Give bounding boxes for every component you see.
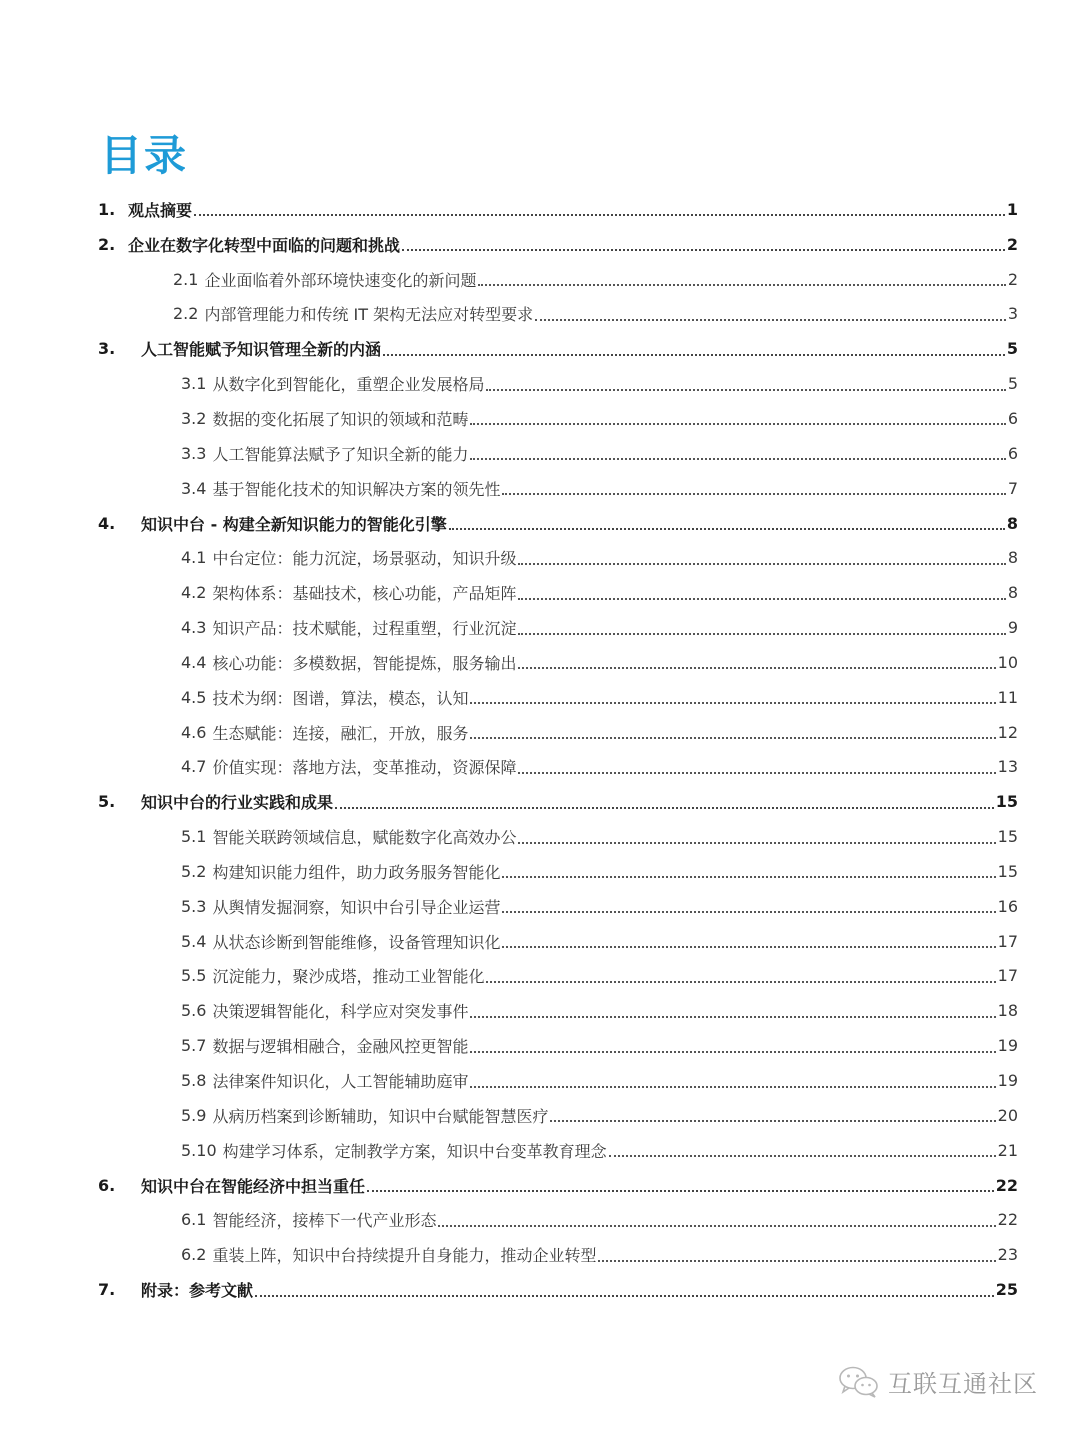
dot-leader bbox=[470, 721, 995, 739]
entry-title: 数据与逻辑相融合，金融风控更智能 bbox=[212, 1037, 469, 1057]
entry-page-number: 15 bbox=[995, 792, 1018, 812]
toc-section-entry[interactable] bbox=[98, 784, 1018, 819]
entry-title: 法律案件知识化，人工智能辅助庭审 bbox=[212, 1072, 469, 1092]
entry-page-number: 22 bbox=[995, 1175, 1018, 1195]
entry-page-number: 18 bbox=[997, 1001, 1018, 1021]
entry-page-number: 23 bbox=[997, 1245, 1018, 1265]
entry-page-number: 19 bbox=[997, 1071, 1018, 1091]
entry-number: 2.1 bbox=[173, 269, 199, 289]
entry-page-number: 20 bbox=[997, 1105, 1018, 1125]
toc-subsection-entry[interactable] bbox=[98, 1063, 1018, 1098]
entry-number: 4.2 bbox=[181, 583, 207, 603]
entry-title: 架构体系：基础技术，核心功能，产品矩阵 bbox=[212, 584, 517, 604]
entry-page-number: 5 bbox=[1006, 339, 1018, 359]
entry-page-number: 19 bbox=[997, 1036, 1018, 1056]
entry-number: 3.3 bbox=[181, 443, 207, 463]
entry-number: 2.2 bbox=[173, 304, 199, 324]
entry-number: 2. bbox=[98, 234, 116, 254]
entry-title: 人工智能算法赋予了知识全新的能力 bbox=[212, 444, 469, 464]
entry-title: 生态赋能：连接，融汇，开放，服务 bbox=[212, 723, 469, 743]
entry-title: 中台定位：能力沉淀，场景驱动，知识升级 bbox=[212, 549, 517, 569]
entry-page-number: 17 bbox=[997, 966, 1018, 986]
dot-leader bbox=[518, 547, 1005, 565]
entry-title: 知识中台 - 构建全新知识能力的智能化引擎 bbox=[141, 514, 447, 534]
entry-page-number: 15 bbox=[997, 861, 1018, 881]
toc-subsection-entry[interactable] bbox=[98, 262, 1018, 297]
entry-title: 从舆情发掘洞察，知识中台引导企业运营 bbox=[212, 897, 501, 917]
entry-page-number: 15 bbox=[997, 827, 1018, 847]
entry-page-number: 8 bbox=[1006, 513, 1018, 533]
entry-number: 4.1 bbox=[181, 548, 207, 568]
dot-leader bbox=[486, 965, 995, 983]
dot-leader bbox=[194, 198, 1005, 216]
entry-page-number: 2 bbox=[1007, 269, 1018, 289]
toc-subsection-entry[interactable] bbox=[98, 645, 1018, 680]
entry-title: 构建学习体系，定制教学方案，知识中台变革教育理念 bbox=[222, 1141, 607, 1161]
dot-leader bbox=[518, 582, 1005, 600]
entry-number: 4.6 bbox=[181, 722, 207, 742]
dot-leader bbox=[502, 477, 1005, 495]
toc-subsection-entry[interactable] bbox=[98, 993, 1018, 1028]
entry-number: 5. bbox=[98, 792, 116, 812]
toc-subsection-entry[interactable] bbox=[98, 715, 1018, 750]
dot-leader bbox=[449, 512, 1005, 530]
toc-section-entry[interactable] bbox=[98, 1272, 1018, 1307]
entry-number: 3.1 bbox=[181, 374, 207, 394]
entry-title: 基于智能化技术的知识解决方案的领先性 bbox=[212, 479, 501, 499]
dot-leader bbox=[438, 1209, 995, 1227]
table-of-contents bbox=[98, 192, 1018, 1307]
entry-number: 7. bbox=[98, 1280, 116, 1300]
toc-subsection-entry[interactable] bbox=[98, 540, 1018, 575]
dot-leader bbox=[383, 338, 1005, 356]
toc-subsection-entry[interactable] bbox=[98, 471, 1018, 506]
entry-title: 知识中台的行业实践和成果 bbox=[141, 793, 334, 813]
entry-page-number: 1 bbox=[1006, 199, 1018, 219]
entry-page-number: 17 bbox=[997, 931, 1018, 951]
toc-subsection-entry[interactable] bbox=[98, 401, 1018, 436]
toc-subsection-entry[interactable] bbox=[98, 889, 1018, 924]
dot-leader bbox=[535, 303, 1006, 321]
toc-subsection-entry[interactable] bbox=[98, 1133, 1018, 1168]
entry-number: 4.3 bbox=[181, 618, 207, 638]
toc-subsection-entry[interactable] bbox=[98, 1202, 1018, 1237]
entry-number: 3.4 bbox=[181, 478, 207, 498]
dot-leader bbox=[502, 895, 995, 913]
entry-page-number: 13 bbox=[997, 757, 1018, 777]
entry-title: 企业在数字化转型中面临的问题和挑战 bbox=[128, 235, 401, 255]
entry-page-number: 12 bbox=[997, 722, 1018, 742]
entry-title: 智能经济，接棒下一代产业形态 bbox=[212, 1211, 437, 1231]
dot-leader bbox=[518, 826, 995, 844]
wechat-icon bbox=[838, 1365, 880, 1399]
dot-leader bbox=[598, 1244, 995, 1262]
entry-page-number: 22 bbox=[997, 1210, 1018, 1230]
entry-page-number: 25 bbox=[995, 1280, 1018, 1300]
entry-number: 5.10 bbox=[181, 1140, 217, 1160]
entry-title: 重装上阵，知识中台持续提升自身能力，推动企业转型 bbox=[212, 1246, 597, 1266]
entry-title: 技术为纲：图谱，算法，模态，认知 bbox=[212, 688, 469, 708]
dot-leader bbox=[502, 860, 995, 878]
dot-leader bbox=[470, 1000, 995, 1018]
entry-page-number: 6 bbox=[1007, 443, 1018, 463]
entry-number: 5.2 bbox=[181, 861, 207, 881]
entry-number: 4.7 bbox=[181, 757, 207, 777]
entry-number: 5.8 bbox=[181, 1071, 207, 1091]
entry-number: 5.1 bbox=[181, 827, 207, 847]
entry-number: 6.2 bbox=[181, 1245, 207, 1265]
toc-section-entry[interactable] bbox=[98, 331, 1018, 366]
entry-number: 6.1 bbox=[181, 1210, 207, 1230]
dot-leader bbox=[255, 1279, 994, 1297]
entry-title: 观点摘要 bbox=[128, 200, 193, 220]
entry-page-number: 21 bbox=[997, 1140, 1018, 1160]
dot-leader bbox=[550, 1104, 995, 1122]
toc-subsection-entry[interactable] bbox=[98, 366, 1018, 401]
toc-subsection-entry[interactable] bbox=[98, 750, 1018, 785]
dot-leader bbox=[470, 442, 1005, 460]
entry-page-number: 8 bbox=[1007, 548, 1018, 568]
dot-leader bbox=[518, 617, 1005, 635]
entry-page-number: 7 bbox=[1007, 478, 1018, 498]
entry-title: 从数字化到智能化，重塑企业发展格局 bbox=[212, 375, 485, 395]
dot-leader bbox=[470, 686, 995, 704]
entry-page-number: 8 bbox=[1007, 583, 1018, 603]
dot-leader bbox=[470, 1070, 995, 1088]
toc-section-entry[interactable] bbox=[98, 1168, 1018, 1203]
toc-title: 目录 bbox=[100, 131, 189, 180]
entry-page-number: 9 bbox=[1007, 618, 1018, 638]
toc-subsection-entry[interactable] bbox=[98, 959, 1018, 994]
entry-title: 人工智能赋予知识管理全新的内涵 bbox=[141, 340, 382, 360]
entry-page-number: 11 bbox=[997, 687, 1018, 707]
toc-subsection-entry[interactable] bbox=[98, 924, 1018, 959]
entry-title: 附录：参考文献 bbox=[141, 1281, 254, 1301]
entry-number: 5.3 bbox=[181, 896, 207, 916]
entry-title: 知识产品：技术赋能，过程重塑，行业沉淀 bbox=[212, 619, 517, 639]
dot-leader bbox=[335, 791, 994, 809]
entry-title: 数据的变化拓展了知识的领域和范畴 bbox=[212, 409, 469, 429]
entry-number: 4. bbox=[98, 513, 116, 533]
entry-title: 沉淀能力，聚沙成塔，推动工业智能化 bbox=[212, 967, 485, 987]
toc-subsection-entry[interactable] bbox=[98, 610, 1018, 645]
toc-subsection-entry[interactable] bbox=[98, 1098, 1018, 1133]
dot-leader bbox=[502, 930, 995, 948]
dot-leader bbox=[367, 1174, 994, 1192]
toc-section-entry[interactable] bbox=[98, 227, 1018, 262]
entry-page-number: 6 bbox=[1007, 408, 1018, 428]
entry-title: 智能关联跨领域信息，赋能数字化高效办公 bbox=[212, 828, 517, 848]
dot-leader bbox=[402, 233, 1005, 251]
entry-title: 内部管理能力和传统 IT 架构无法应对转型要求 bbox=[204, 305, 534, 325]
entry-number: 4.4 bbox=[181, 652, 207, 672]
dot-leader bbox=[518, 756, 995, 774]
dot-leader bbox=[470, 1035, 995, 1053]
watermark-text: 互联互通社区 bbox=[888, 1370, 1038, 1398]
entry-title: 企业面临着外部环境快速变化的新问题 bbox=[204, 270, 477, 290]
entry-number: 5.9 bbox=[181, 1105, 207, 1125]
toc-subsection-entry[interactable] bbox=[98, 1028, 1018, 1063]
toc-subsection-entry[interactable] bbox=[98, 819, 1018, 854]
dot-leader bbox=[470, 407, 1005, 425]
entry-number: 3.2 bbox=[181, 408, 207, 428]
entry-number: 1. bbox=[98, 199, 116, 219]
toc-subsection-entry[interactable] bbox=[98, 575, 1018, 610]
entry-number: 6. bbox=[98, 1175, 116, 1195]
entry-title: 核心功能：多模数据，智能提炼，服务输出 bbox=[212, 653, 517, 673]
toc-subsection-entry[interactable] bbox=[98, 297, 1018, 332]
entry-page-number: 10 bbox=[997, 652, 1018, 672]
entry-title: 构建知识能力组件，助力政务服务智能化 bbox=[212, 862, 501, 882]
entry-number: 5.4 bbox=[181, 931, 207, 951]
dot-leader bbox=[486, 373, 1005, 391]
entry-number: 3. bbox=[98, 339, 116, 359]
entry-number: 5.6 bbox=[181, 1001, 207, 1021]
toc-subsection-entry[interactable] bbox=[98, 1237, 1018, 1272]
entry-page-number: 3 bbox=[1007, 304, 1018, 324]
entry-title: 价值实现：落地方法，变革推动，资源保障 bbox=[212, 758, 517, 778]
dot-leader bbox=[478, 268, 1005, 286]
toc-subsection-entry[interactable] bbox=[98, 436, 1018, 471]
toc-subsection-entry[interactable] bbox=[98, 680, 1018, 715]
entry-title: 知识中台在智能经济中担当重任 bbox=[141, 1176, 366, 1196]
entry-title: 从病历档案到诊断辅助，知识中台赋能智慧医疗 bbox=[212, 1106, 549, 1126]
entry-number: 5.5 bbox=[181, 966, 207, 986]
entry-number: 4.5 bbox=[181, 687, 207, 707]
entry-page-number: 5 bbox=[1007, 374, 1018, 394]
watermark bbox=[838, 1364, 1038, 1399]
entry-page-number: 2 bbox=[1006, 234, 1018, 254]
entry-number: 5.7 bbox=[181, 1036, 207, 1056]
dot-leader bbox=[518, 651, 995, 669]
toc-section-entry[interactable] bbox=[98, 192, 1018, 227]
toc-section-entry[interactable] bbox=[98, 506, 1018, 541]
entry-title: 决策逻辑智能化，科学应对突发事件 bbox=[212, 1002, 469, 1022]
entry-page-number: 16 bbox=[997, 896, 1018, 916]
dot-leader bbox=[609, 1139, 996, 1157]
toc-subsection-entry[interactable] bbox=[98, 854, 1018, 889]
entry-title: 从状态诊断到智能维修，设备管理知识化 bbox=[212, 932, 501, 952]
